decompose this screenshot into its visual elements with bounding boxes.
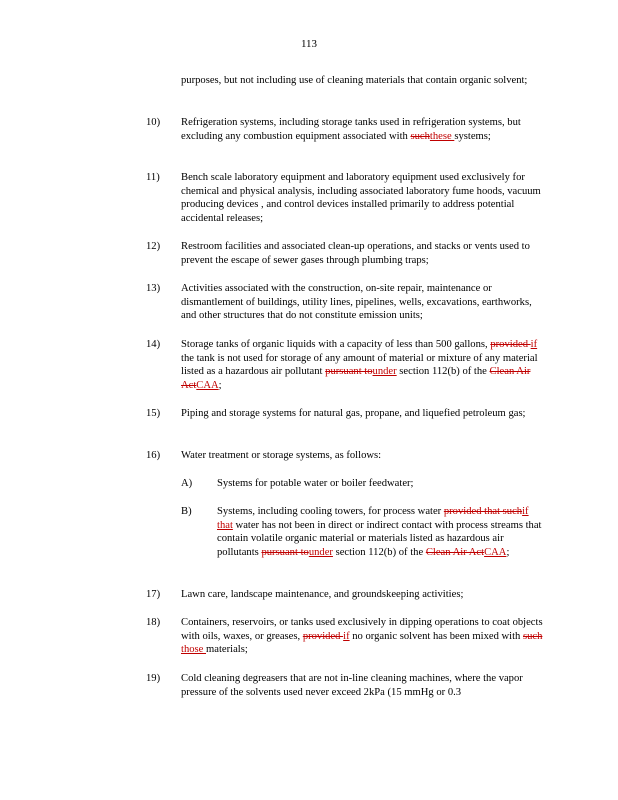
- inserted-text: if: [343, 630, 350, 642]
- deleted-text: provided that such: [443, 506, 523, 517]
- item-number: 13): [146, 283, 161, 294]
- inserted-text: under: [372, 366, 397, 378]
- inserted-text: under: [308, 546, 333, 558]
- text-run: water has not been in direct or indirect contact with process streams that contain volatile organic material or materials listed as hazardous air pollutants: [217, 519, 542, 558]
- text-run: Storage tanks of organic liquids with a capacity of less than 500 gallons,: [181, 339, 491, 350]
- deleted-text: provided: [302, 630, 344, 642]
- deleted-text: Clean Air Act: [425, 546, 485, 558]
- sub-item-letter: B): [181, 506, 192, 517]
- item-number: 11): [146, 172, 160, 183]
- item-number: 18): [146, 617, 161, 628]
- page-number: 113: [300, 38, 318, 50]
- item-number: 14): [146, 339, 161, 350]
- text-run: materials;: [206, 644, 248, 656]
- item-text: Restroom facilities and associated clean-up operations, and stacks or vents used to prevent the escape of sewer gases through plumbing traps;: [181, 241, 530, 266]
- text-run: Refrigeration systems, including storage tanks used in refrigeration systems, but excluding any combustion equipment associated with: [181, 117, 521, 142]
- text-run: systems;: [454, 130, 491, 142]
- text-run: ;: [506, 546, 510, 558]
- text-run: section 112(b) of the: [396, 366, 490, 378]
- item-text: Piping and storage systems for natural gas, propane, and liquefied petroleum gas;: [181, 408, 526, 419]
- item-number: 17): [146, 589, 161, 600]
- inserted-text: if that: [217, 506, 529, 531]
- sub-item-text: [217, 505, 547, 559]
- sub-item-letter: A): [181, 478, 193, 489]
- inserted-text: CAA: [196, 379, 219, 391]
- item-number: 15): [146, 408, 161, 419]
- text-run: ;: [218, 379, 222, 391]
- item-text: [181, 616, 543, 657]
- item-text: Bench scale laboratory equipment and laboratory equipment used exclusively for chemical and physical analysis, including associated laboratory fume hoods, vacuum producing devices , and control devices installed primarily to address potential accidental releases;: [181, 172, 541, 224]
- deleted-text: provided: [490, 339, 531, 350]
- item-number: 10): [146, 117, 161, 128]
- item-text: Water treatment or storage systems, as follows:: [181, 450, 382, 461]
- item-number: 16): [146, 450, 161, 461]
- deleted-text: pursuant to: [325, 366, 373, 378]
- item-text: [181, 338, 543, 392]
- item-text: Lawn care, landscape maintenance, and groundskeeping activities;: [181, 589, 464, 600]
- text-run: section 112(b) of the: [332, 546, 426, 558]
- inserted-text: if: [530, 339, 538, 350]
- sub-item-text: Systems for potable water or boiler feedwater;: [217, 478, 414, 489]
- deleted-text: Clean Air Act: [181, 366, 531, 391]
- item-number: 12): [146, 241, 161, 252]
- item-text: [181, 116, 543, 143]
- text-run: Systems, including cooling towers, for process water: [217, 506, 444, 517]
- inserted-text: CAA: [484, 546, 507, 558]
- inserted-text: those: [181, 644, 207, 656]
- inserted-text: these: [429, 130, 455, 142]
- text-run: Containers, reservoirs, or tanks used exclusively in dipping operations to coat objects with oils, waxes, or greases,: [181, 617, 543, 642]
- text-run: the tank is not used for storage of any amount of material or mixture of any material listed as a hazardous air pollutant: [181, 352, 538, 378]
- text-run: no organic solvent has been mixed with: [349, 630, 523, 642]
- item-number: 19): [146, 673, 161, 684]
- deleted-text: such: [523, 630, 543, 642]
- deleted-text: pursuant to: [261, 546, 309, 558]
- continuation-paragraph: purposes, but not including use of cleaning materials that contain organic solvent;: [181, 75, 528, 86]
- item-text: Cold cleaning degreasers that are not in-line cleaning machines, where the vapor pressure of the solvents used never exceed 2kPa (15 mmHg or 0.3: [181, 673, 523, 698]
- item-text: Activities associated with the construction, on-site repair, maintenance or dismantlement of buildings, utility lines, pipelines, wells, excavations, earthworks, and other structures that do not constitute emission units;: [181, 283, 532, 322]
- deleted-text: such: [410, 130, 430, 142]
